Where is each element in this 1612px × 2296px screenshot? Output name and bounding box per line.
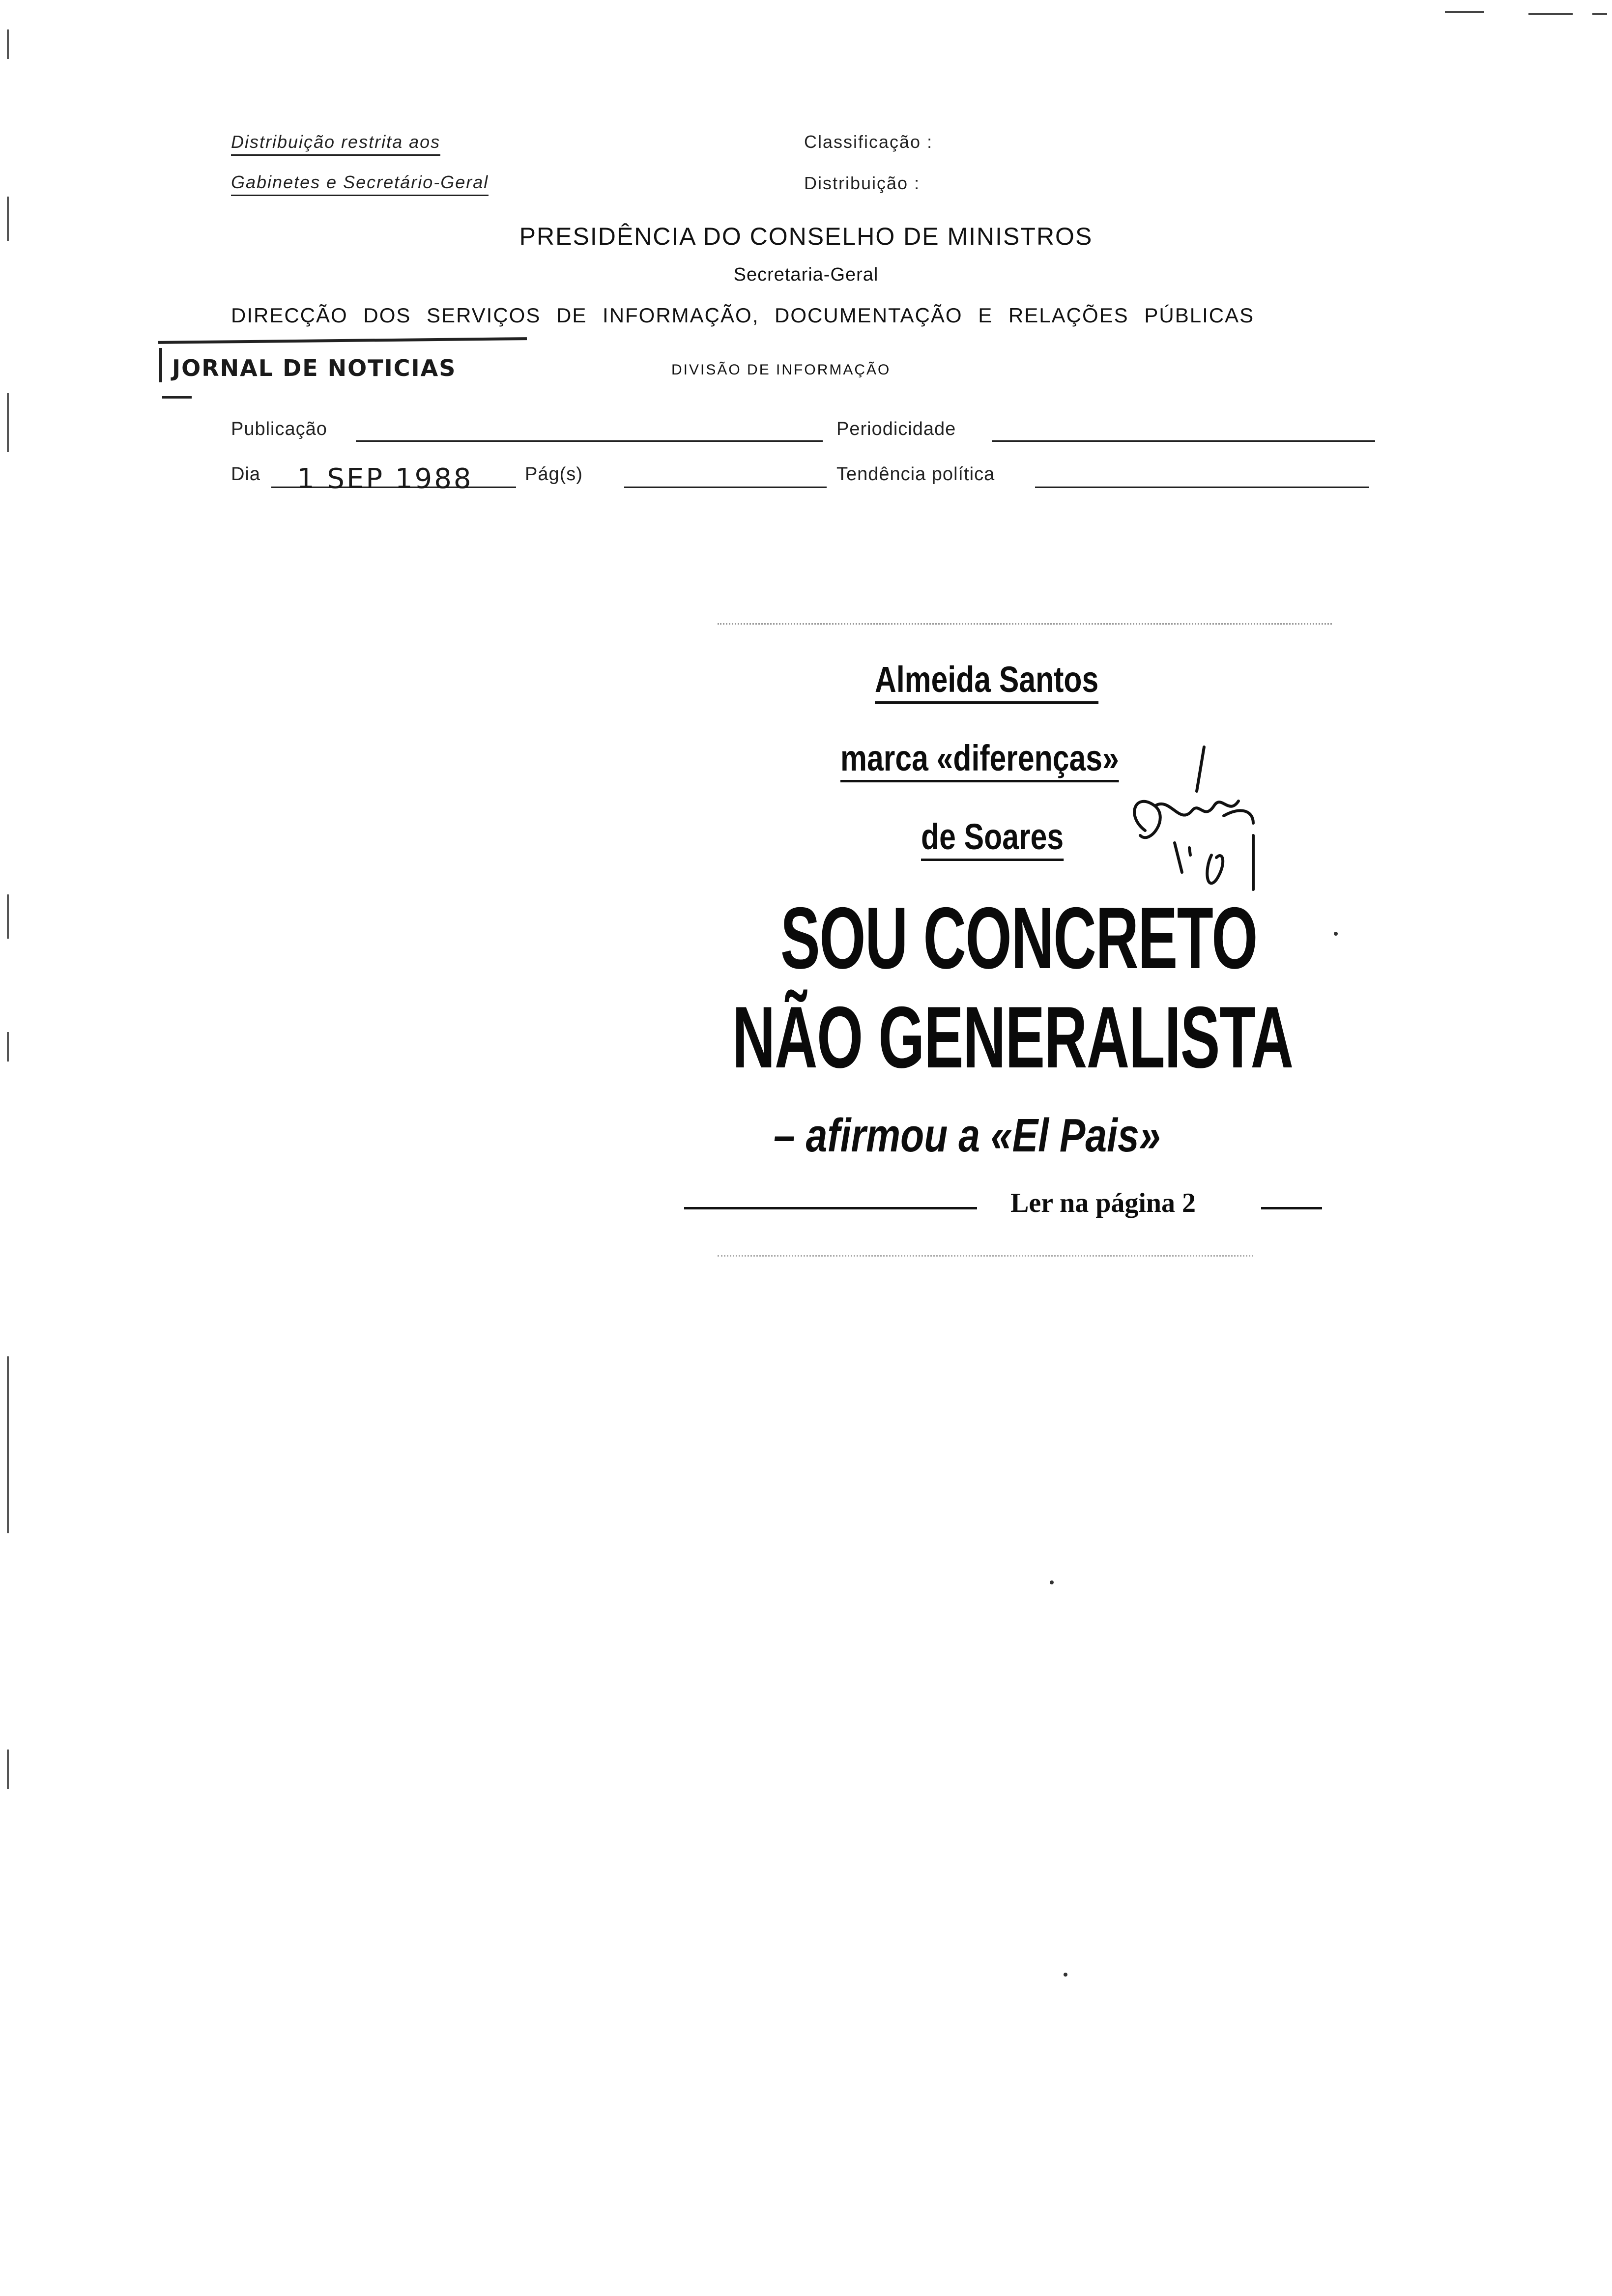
secretaria-geral: Secretaria-Geral [733,264,879,285]
headline-line-1: SOU CONCRETO [780,889,1258,987]
scan-edge-mark [7,1032,9,1062]
periodicidade-label: Periodicidade [836,419,956,439]
stamp-bracket [159,348,162,382]
handwritten-initials [1106,737,1293,899]
dia-label: Dia [231,464,261,485]
classificacao-label: Classificação : [804,132,933,152]
pags-field-line [624,487,827,488]
scan-top-mark [1528,13,1573,15]
divisao-informacao: DIVISÃO DE INFORMAÇÃO [671,362,891,378]
kicker-line-1: Almeida Santos [875,659,1098,704]
restricted-distribution-line1: Distribuição restrita aos [231,132,440,156]
tendencia-field-line [1035,487,1369,488]
periodicidade-field-line [992,440,1375,442]
stamp-underline [162,396,192,399]
kicker-line-2: marca «diferenças» [840,737,1119,782]
direccao-line: DIRECÇÃO DOS SERVIÇOS DE INFORMAÇÃO, DOCUMENTAÇÃO E RELAÇÕES PÚBLICAS [231,304,1255,327]
scan-top-mark [1445,11,1484,13]
clipping-top-edge [718,623,1332,625]
tendencia-label: Tendência política [836,464,995,485]
scan-speck [1064,1973,1067,1977]
scan-edge-mark [7,1750,9,1789]
pags-label: Pág(s) [525,464,583,485]
read-more-text: Ler na página 2 [1010,1188,1196,1218]
distribuicao-label: Distribuição : [804,173,921,193]
scan-edge-mark [7,393,9,452]
publicacao-label: Publicação [231,419,327,439]
headline-line-2: NÃO GENERALISTA [732,988,1293,1086]
kicker-line-3: de Soares [921,816,1064,861]
scan-edge-mark [7,1356,9,1533]
clipping-bottom-edge [718,1255,1253,1257]
stamp-rule [158,337,527,344]
scan-top-mark [1592,13,1607,15]
publication-stamp: JORNAL DE NOTICIAS [172,355,457,381]
read-more-rule-left [684,1207,977,1209]
attribution-line: – afirmou a «El Pais» [774,1109,1161,1162]
presidencia-title: PRESIDÊNCIA DO CONSELHO DE MINISTROS [519,223,1093,250]
scan-speck [1334,932,1338,936]
scan-edge-mark [7,894,9,939]
date-stamp: 1 SEP 1988 [297,463,473,495]
read-more-rule-right [1261,1207,1322,1209]
publicacao-field-line [356,440,823,442]
scan-edge-mark [7,197,9,241]
restricted-distribution-line2: Gabinetes e Secretário-Geral [231,172,489,196]
scan-edge-mark [7,29,9,59]
scan-speck [1050,1580,1054,1584]
